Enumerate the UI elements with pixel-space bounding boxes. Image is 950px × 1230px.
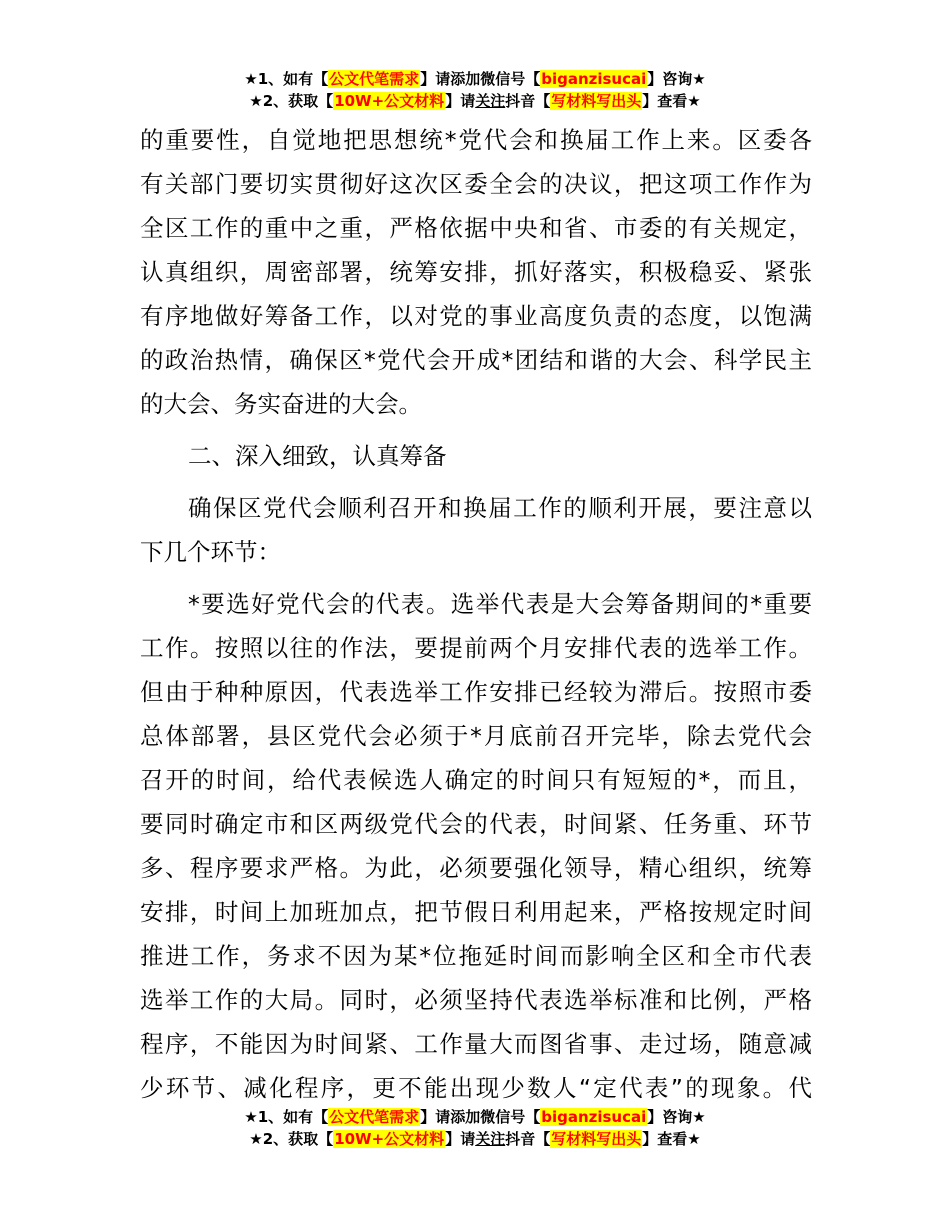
highlight-service: 公文代笔需求 — [329, 70, 420, 88]
banner-text: 】请 — [445, 92, 476, 110]
banner-line-1 — [0, 1106, 950, 1128]
paragraph-line: 的政治热情，确保区*党代会开成*团结和谐的大会、科学民主 — [140, 346, 812, 374]
highlight-wechat-id: biganzisucai — [541, 70, 647, 88]
paragraph-line: 召开的时间，给代表候选人确定的时间只有短短的*，而且， — [140, 766, 812, 794]
paragraph-line: 认真组织，周密部署，统筹安排，抓好落实，积极稳妥、紧张 — [140, 258, 812, 286]
banner-text: 抖音【 — [505, 92, 551, 110]
highlight-materials: 10W+公文材料 — [334, 92, 445, 110]
banner-text: 】咨询★ — [647, 70, 706, 88]
paragraph-line: 有关部门要切实贯彻好这次区委全会的决议，把这项工作作为 — [140, 170, 812, 198]
document-body — [140, 118, 812, 1110]
footer-banner — [0, 1106, 950, 1150]
paragraph-line: 程序，不能因为时间紧、工作量大而图省事、走过场，随意减 — [140, 1030, 812, 1058]
highlight-douyin: 写材料写出头 — [551, 92, 642, 110]
highlight-materials: 10W+公文材料 — [334, 1130, 445, 1148]
paragraph-line: 全区工作的重中之重，严格依据中央和省、市委的有关规定， — [140, 214, 812, 242]
banner-text: 】请添加微信号【 — [420, 70, 541, 88]
paragraph-line: 要同时确定市和区两级党代会的代表，时间紧、任务重、环节 — [140, 810, 812, 838]
banner-text: ★1、如有【 — [244, 70, 329, 88]
header-banner — [0, 68, 950, 112]
paragraph-line: 总体部署，县区党代会必须于*月底前召开完毕，除去党代会 — [140, 722, 812, 750]
paragraph-line: 安排，时间上加班加点，把节假日利用起来，严格按规定时间 — [140, 898, 812, 926]
paragraph-line: 确保区党代会顺利召开和换届工作的顺利开展，要注意以 — [188, 494, 812, 522]
banner-line-1 — [0, 68, 950, 90]
paragraph-line: 下几个环节： — [140, 538, 281, 566]
paragraph-line: 选举工作的大局。同时，必须坚持代表选举标准和比例，严格 — [140, 986, 812, 1014]
banner-text: 】请添加微信号【 — [420, 1108, 541, 1126]
highlight-douyin: 写材料写出头 — [551, 1130, 642, 1148]
paragraph-line: 有序地做好筹备工作，以对党的事业高度负责的态度，以饱满 — [140, 302, 812, 330]
paragraph-line: 的重要性，自觉地把思想统*党代会和换届工作上来。区委各 — [140, 126, 812, 154]
banner-text: 】请 — [445, 1130, 476, 1148]
highlight-service: 公文代笔需求 — [329, 1108, 420, 1126]
banner-line-2 — [0, 1128, 950, 1150]
paragraph-line: 工作。按照以往的作法，要提前两个月安排代表的选举工作。 — [140, 634, 812, 662]
banner-text: 抖音【 — [505, 1130, 551, 1148]
paragraph-line: 多、程序要求严格。为此，必须要强化领导，精心组织，统筹 — [140, 854, 812, 882]
paragraph-line: *要选好党代会的代表。选举代表是大会筹备期间的*重要 — [188, 590, 812, 618]
banner-text: 】查看★ — [642, 1130, 701, 1148]
banner-text: ★1、如有【 — [244, 1108, 329, 1126]
paragraph-line: 的大会、务实奋进的大会。 — [140, 390, 422, 418]
banner-line-2 — [0, 90, 950, 112]
banner-text: ★2、获取【 — [249, 1130, 334, 1148]
banner-follow-text: 关注 — [475, 1130, 506, 1148]
paragraph-line: 推进工作，务求不因为某*位拖延时间而影响全区和全市代表 — [140, 942, 812, 970]
banner-follow-text: 关注 — [475, 92, 506, 110]
paragraph-line: 但由于种种原因，代表选举工作安排已经较为滞后。按照市委 — [140, 678, 812, 706]
banner-text: 】查看★ — [642, 92, 701, 110]
banner-text: ★2、获取【 — [249, 92, 334, 110]
section-heading: 二、深入细致，认真筹备 — [188, 442, 447, 470]
banner-text: 】咨询★ — [647, 1108, 706, 1126]
highlight-wechat-id: biganzisucai — [541, 1108, 647, 1126]
paragraph-line: 少环节、减化程序，更不能出现少数人“定代表”的现象。代 — [140, 1074, 812, 1102]
